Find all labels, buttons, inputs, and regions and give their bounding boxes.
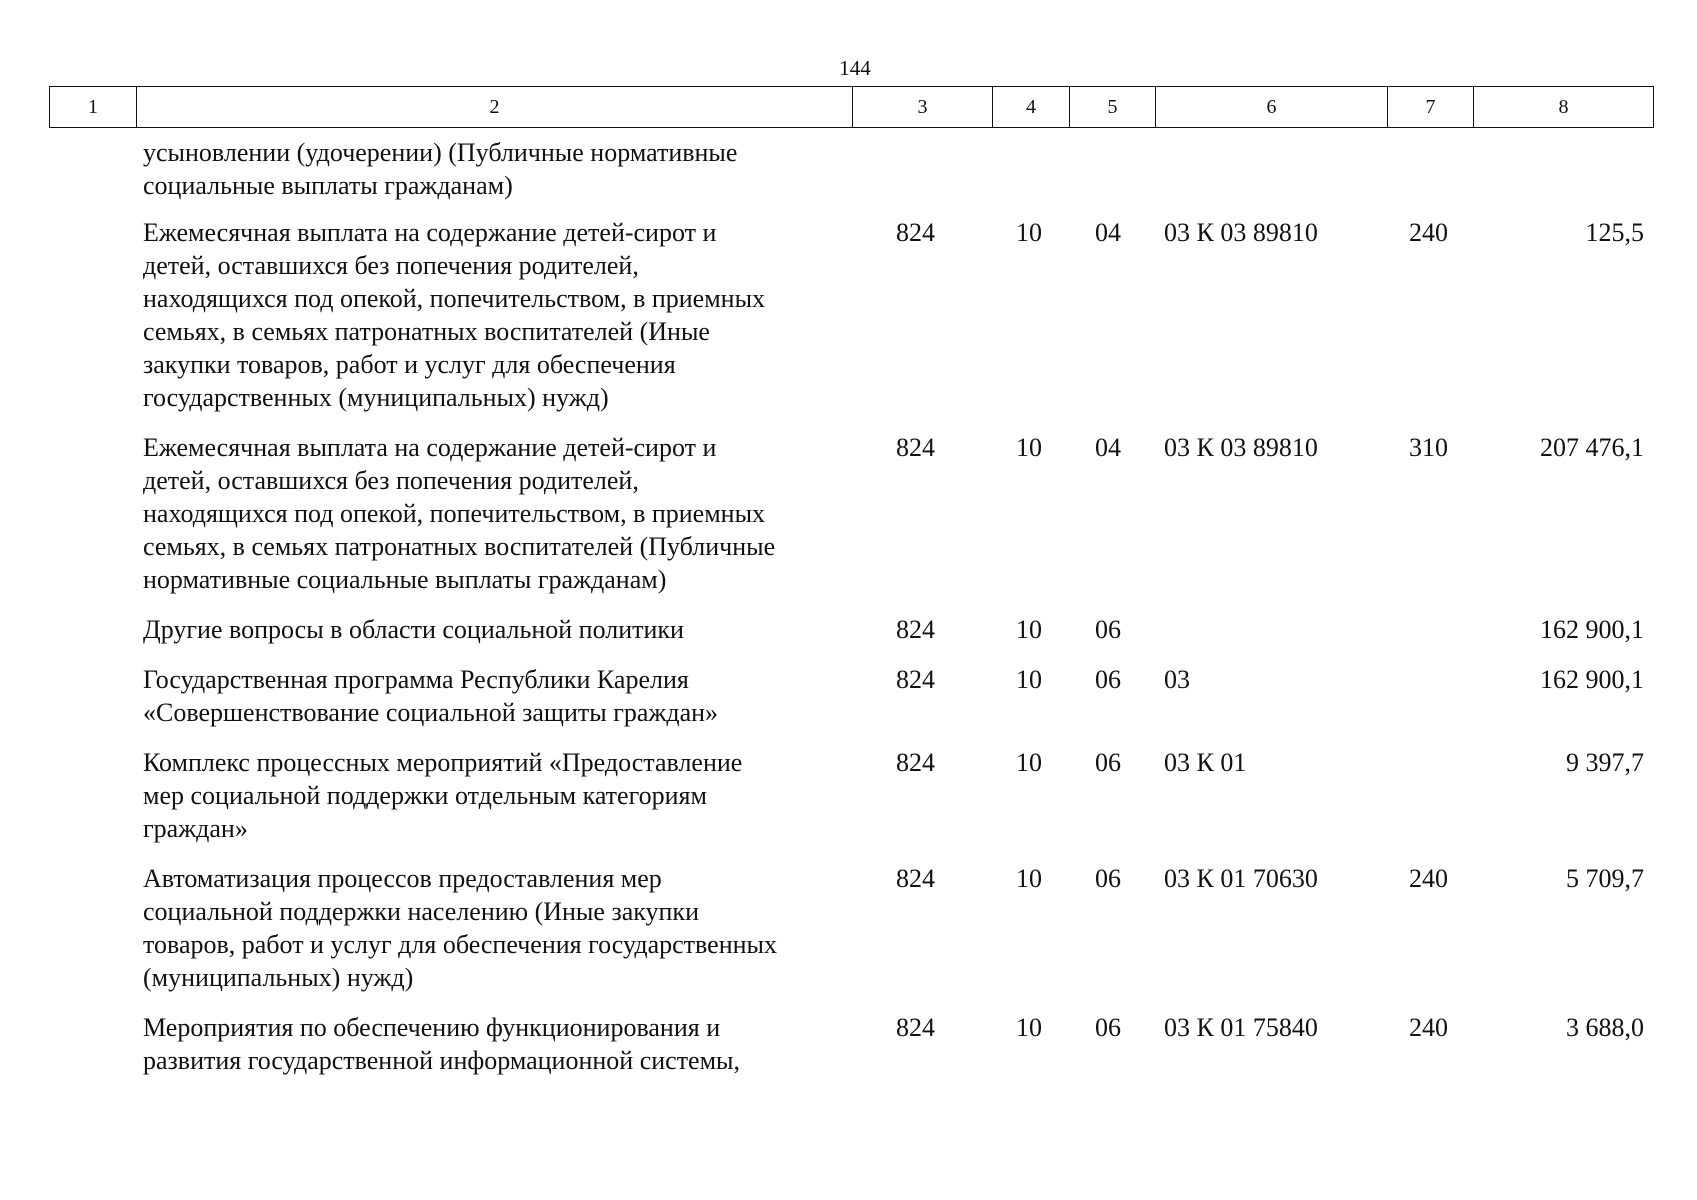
description-line: находящихся под опекой, попечительством, в приемных <box>143 284 766 313</box>
table-row <box>49 431 1653 613</box>
row-description <box>49 431 852 613</box>
cell-expense-type <box>1387 746 1473 862</box>
cell-target-article <box>1155 136 1387 216</box>
cell-subsection: 06 <box>1095 864 1121 893</box>
cell-amount: 5 709,7 <box>1566 864 1644 893</box>
cell-subsection: 04 <box>1095 218 1121 247</box>
cell-section: 10 <box>1016 748 1042 777</box>
table-row <box>49 216 1653 431</box>
cell-expense-type: 240 <box>1409 218 1448 247</box>
row-description <box>49 1011 852 1094</box>
column-header-table <box>49 86 1654 128</box>
cell-ministry-code: 824 <box>896 748 935 777</box>
description-line: нормативные социальные выплаты гражданам) <box>143 565 667 594</box>
description-line: социальные выплаты гражданам) <box>143 171 513 200</box>
cell-amount: 125,5 <box>1585 218 1644 247</box>
table-row <box>49 136 1653 216</box>
cell-target-article: 03 К 03 89810 <box>1164 218 1318 247</box>
row-description <box>49 136 852 216</box>
cell-target-article: 03 <box>1164 665 1190 694</box>
cell-section: 10 <box>1016 615 1042 644</box>
cell-section: 10 <box>1016 665 1042 694</box>
description-line: детей, оставшихся без попечения родителей, <box>143 251 639 280</box>
description-line: государственных (муниципальных) нужд) <box>143 383 609 412</box>
column-header-7: 7 <box>1388 87 1474 128</box>
table-row <box>49 613 1653 663</box>
cell-amount <box>1473 136 1653 216</box>
cell-amount: 162 900,1 <box>1540 665 1644 694</box>
page-number <box>0 56 1697 81</box>
description-line: граждан» <box>143 814 248 843</box>
cell-ministry-code: 824 <box>896 433 935 462</box>
row-description <box>49 746 852 862</box>
table-row <box>49 746 1653 862</box>
column-header-1: 1 <box>50 87 137 128</box>
cell-target-article: 03 К 01 75840 <box>1164 1013 1318 1042</box>
row-description <box>49 613 852 663</box>
description-line: (муниципальных) нужд) <box>143 963 414 992</box>
cell-section: 10 <box>1016 433 1042 462</box>
table-row <box>49 1011 1653 1094</box>
cell-ministry-code: 824 <box>896 615 935 644</box>
description-line: семьях, в семьях патронатных воспитателей (Публичные <box>143 532 776 561</box>
cell-section: 10 <box>1016 864 1042 893</box>
description-line: Мероприятия по обеспечению функционирования и <box>143 1013 721 1042</box>
description-line: «Совершенствование социальной защиты граждан» <box>143 698 719 727</box>
cell-subsection: 06 <box>1095 665 1121 694</box>
cell-amount: 9 397,7 <box>1566 748 1644 777</box>
description-line: Ежемесячная выплата на содержание детей-сирот и <box>143 433 717 462</box>
cell-subsection <box>1069 136 1155 216</box>
description-line: Государственная программа Республики Карелия <box>143 665 689 694</box>
column-header-5: 5 <box>1070 87 1156 128</box>
table-row <box>49 663 1653 746</box>
cell-expense-type <box>1387 663 1473 746</box>
row-description <box>49 862 852 1011</box>
cell-ministry-code: 824 <box>896 218 935 247</box>
cell-expense-type <box>1387 136 1473 216</box>
cell-subsection: 06 <box>1095 748 1121 777</box>
cell-ministry-code <box>852 136 992 216</box>
page-number-text: 144 <box>839 56 871 80</box>
description-line: находящихся под опекой, попечительством, в приемных <box>143 499 766 528</box>
description-line: товаров, работ и услуг для обеспечения государственных <box>143 930 777 959</box>
cell-subsection: 04 <box>1095 433 1121 462</box>
cell-section <box>992 136 1069 216</box>
budget-table-body <box>49 136 1653 1094</box>
column-header-4: 4 <box>993 87 1070 128</box>
cell-section: 10 <box>1016 1013 1042 1042</box>
description-line: Комплекс процессных мероприятий «Предоставление <box>143 748 743 777</box>
column-header-row <box>50 87 1654 128</box>
table-row <box>49 862 1653 1011</box>
description-line: семьях, в семьях патронатных воспитателей (Иные <box>143 317 710 346</box>
description-line: Автоматизация процессов предоставления мер <box>143 864 662 893</box>
cell-ministry-code: 824 <box>896 864 935 893</box>
cell-amount: 162 900,1 <box>1540 615 1644 644</box>
description-line: закупки товаров, работ и услуг для обеспечения <box>143 350 676 379</box>
row-description <box>49 216 852 431</box>
cell-target-article: 03 К 01 70630 <box>1164 864 1318 893</box>
description-line: детей, оставшихся без попечения родителей, <box>143 466 639 495</box>
cell-target-article: 03 К 03 89810 <box>1164 433 1318 462</box>
cell-expense-type <box>1387 613 1473 663</box>
cell-expense-type: 240 <box>1409 1013 1448 1042</box>
column-header-2: 2 <box>137 87 853 128</box>
cell-ministry-code: 824 <box>896 665 935 694</box>
cell-subsection: 06 <box>1095 1013 1121 1042</box>
description-line: мер социальной поддержки отдельным категориям <box>143 781 707 810</box>
column-header-6: 6 <box>1156 87 1388 128</box>
description-line: Ежемесячная выплата на содержание детей-сирот и <box>143 218 717 247</box>
cell-amount: 207 476,1 <box>1540 433 1644 462</box>
cell-amount: 3 688,0 <box>1566 1013 1644 1042</box>
description-line: развития государственной информационной системы, <box>143 1046 741 1075</box>
cell-target-article: 03 К 01 <box>1164 748 1247 777</box>
cell-section: 10 <box>1016 218 1042 247</box>
cell-expense-type: 310 <box>1409 433 1448 462</box>
cell-subsection: 06 <box>1095 615 1121 644</box>
column-header-3: 3 <box>853 87 993 128</box>
cell-ministry-code: 824 <box>896 1013 935 1042</box>
description-line: социальной поддержки населению (Иные закупки <box>143 897 699 926</box>
cell-expense-type: 240 <box>1409 864 1448 893</box>
description-line: усыновлении (удочерении) (Публичные нормативные <box>143 138 738 167</box>
description-line: Другие вопросы в области социальной политики <box>143 615 684 644</box>
column-header-8: 8 <box>1474 87 1654 128</box>
cell-target-article <box>1155 613 1387 663</box>
row-description <box>49 663 852 746</box>
